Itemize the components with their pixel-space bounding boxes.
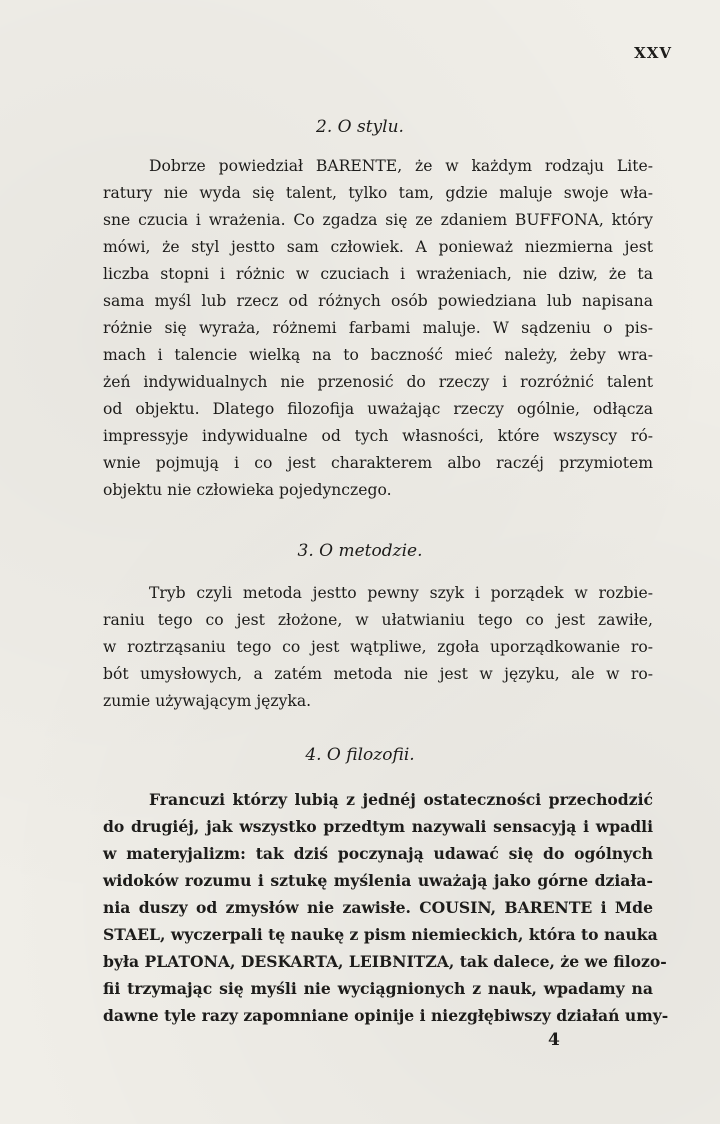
text-line: żeń indywidualnych nie przenosić do rzeczy i rozróżnić talent <box>103 373 653 391</box>
text-line: Francuzi którzy lubią z jednéj ostateczności przechodzić <box>149 790 653 809</box>
text-line: widoków rozumu i sztukę myślenia uważają jako górne działa- <box>103 871 653 890</box>
section-heading-style: 2. O stylu. <box>316 117 404 137</box>
text-line: mówi, że styl jestto sam człowiek. A ponieważ niezmierna jest <box>103 238 653 256</box>
text-line: była PLATONA, DESKARTA, LEIBNITZA, tak dalece, że we filozo- <box>103 952 667 971</box>
text-line: ratury nie wyda się talent, tylko tam, gdzie maluje swoje wła- <box>103 184 653 202</box>
text-line: sama myśl lub rzecz od różnych osób powiedziana lub napisana <box>103 292 653 310</box>
paragraph-philosophy <box>103 786 669 1029</box>
text-line: zumie używającym języka. <box>103 692 312 710</box>
paragraph-style <box>103 153 653 504</box>
text-line: fii trzymając się myśli nie wyciągnionych z nauk, wpadamy na <box>103 979 653 998</box>
text-line: raniu tego co jest złożone, w ułatwianiu tego co jest zawiłe, <box>103 611 653 629</box>
text-line: bót umysłowych, a zatém metoda nie jest w języku, ale w ro- <box>103 665 653 683</box>
text-line: sne czucia i wrażenia. Co zgadza się ze zdaniem BUFFONA, który <box>103 211 653 229</box>
page-number: XXV <box>634 44 672 62</box>
text-line: STAEL, wyczerpali tę naukę z pism niemieckich, która to nauka <box>103 925 658 944</box>
text-line: nia duszy od zmysłów nie zawisłe. COUSIN, BARENTE i Mde <box>103 898 653 917</box>
text-line: w roztrząsaniu tego co jest wątpliwe, zgoła uporządkowanie ro- <box>103 638 653 656</box>
text-line: do drugiéj, jak wszystko przedtym nazywali sensacyją i wpadli <box>103 817 653 836</box>
text-line: w materyjalizm: tak dziś poczynają udawać się do ogólnych <box>103 844 653 863</box>
text-line: różnie się wyraża, różnemi farbami maluje. W sądzeniu o pis- <box>103 319 653 337</box>
section-heading-philosophy: 4. O filozofii. <box>305 745 415 765</box>
text-line: impressyje indywidualne od tych własności, które wszyscy ró- <box>103 427 653 445</box>
text-line: dawne tyle razy zapomniane opinije i niezgłębiwszy działań umy- <box>103 1006 669 1025</box>
signature-mark: 4 <box>548 1030 560 1050</box>
text-line: objektu nie człowieka pojedynczego. <box>103 481 392 499</box>
text-line: mach i talencie wielką na to baczność mieć należy, żeby wra- <box>103 346 653 364</box>
paragraph-method <box>103 580 653 715</box>
text-line: Tryb czyli metoda jestto pewny szyk i porządek w rozbie- <box>149 584 653 602</box>
text-line: liczba stopni i różnic w czuciach i wrażeniach, nie dziw, że ta <box>103 265 653 283</box>
text-line: od objektu. Dlatego filozofija uważając rzeczy ogólnie, odłącza <box>103 400 653 418</box>
text-line: wnie pojmują i co jest charakterem albo raczéj przymiotem <box>103 454 653 472</box>
section-heading-method: 3. O metodzie. <box>297 541 423 561</box>
text-line: Dobrze powiedział BARENTE, że w każdym rodzaju Lite- <box>149 157 653 175</box>
